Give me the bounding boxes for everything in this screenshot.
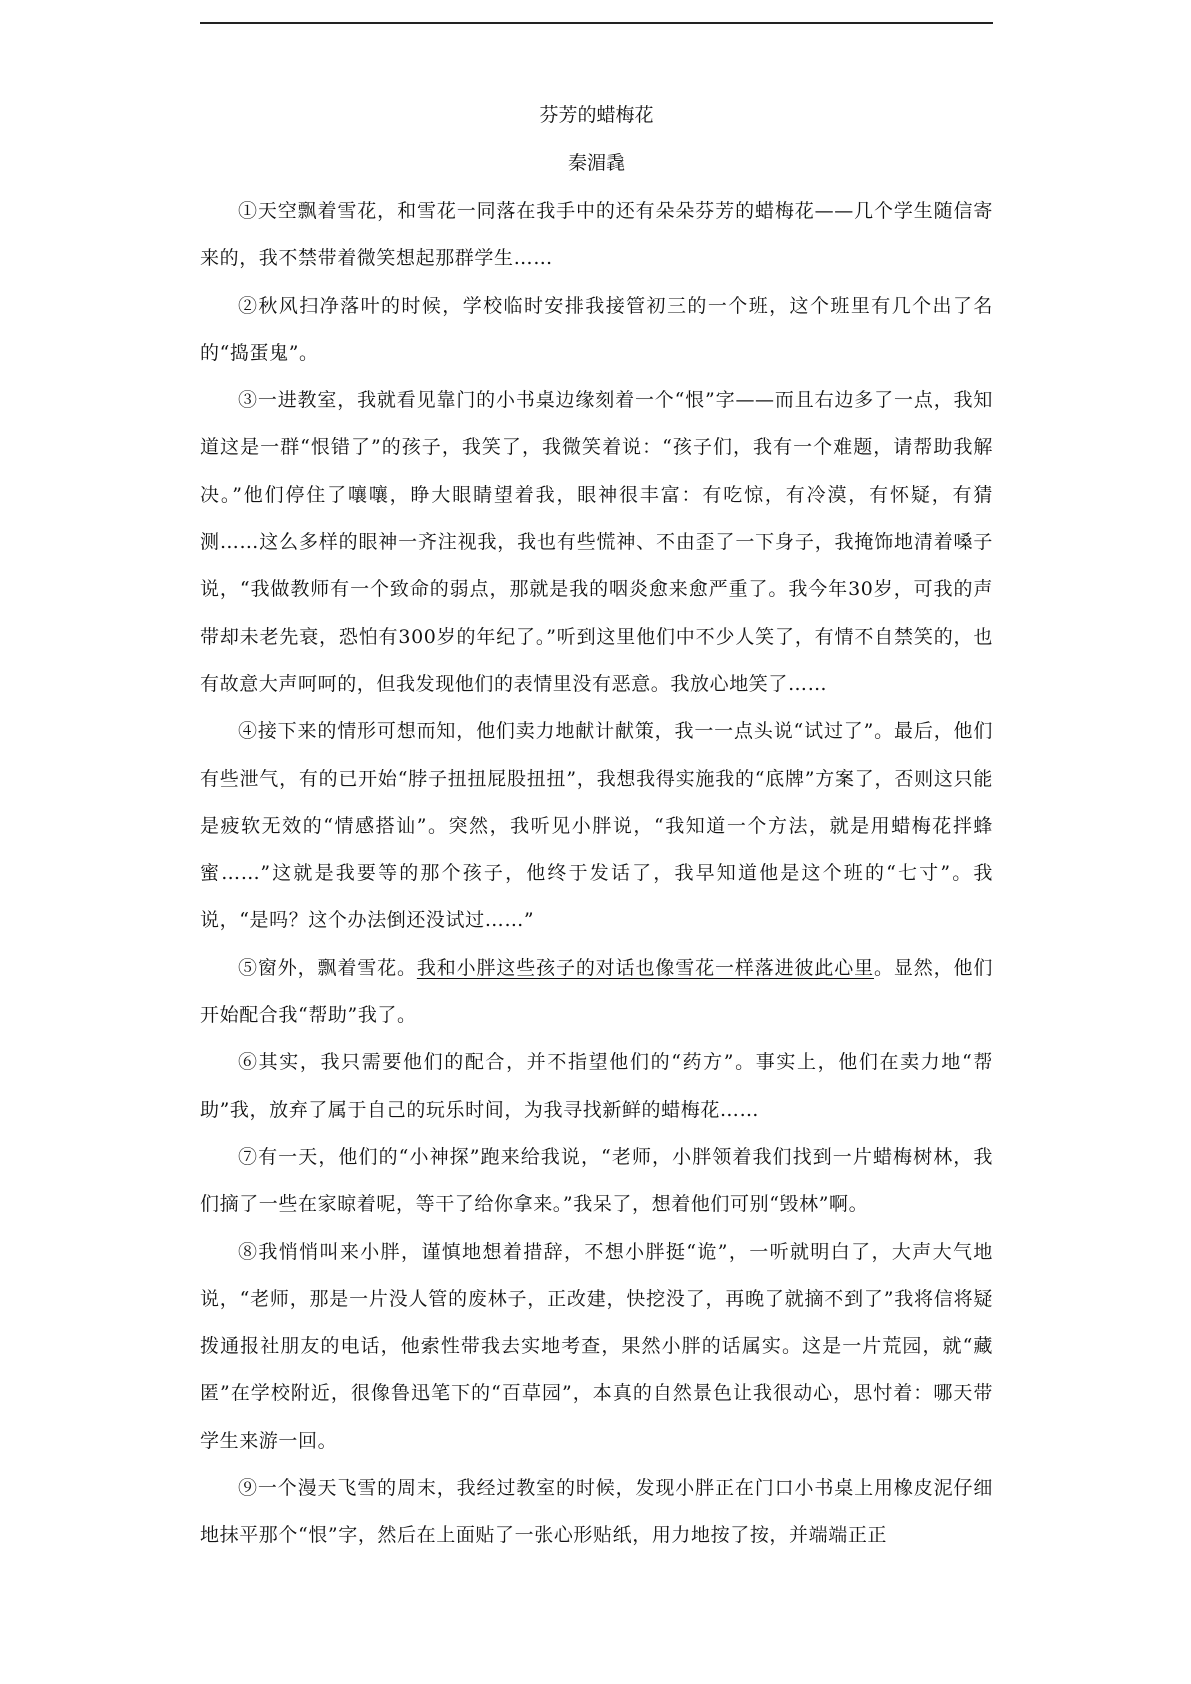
paragraph-3: ③一进教室，我就看见靠门的小书桌边缘刻着一个“恨”字——而且右边多了一点，我知道这是一群“恨错了”的孩子，我笑了，我微笑着说：“孩子们，我有一个难题，请帮助我解决。”他们停住了嚷嚷，睁大眼睛望着我，眼神很丰富：有吃惊，有冷漠，有怀疑，有猜测……这么多样的眼神一齐注视我，我也有些慌神、不由歪了一下身子，我掩饰地清着嗓子说，“我做教师有一个致命的弱点，那就是我的咽炎愈来愈严重了。我今年30岁，可我的声带却未老先衰，恐怕有300岁的年纪了。”听到这里他们中不少人笑了，有情不自禁笑的，也有故意大声呵呵的，但我发现他们的表情里没有恶意。我放心地笑了……: [200, 389, 993, 695]
paragraph-8: ⑧我悄悄叫来小胖，谨慎地想着措辞，不想小胖挺“诡”，一听就明白了，大声大气地说，“老师，那是一片没人管的废林子，正改建，快挖没了，再晚了就摘不到了”我将信将疑拨通报社朋友的电话，他索性带我去实地考查，果然小胖的话属实。这是一片荒园，就“藏匿”在学校附近，很像鲁迅笔下的“百草园”，本真的自然景色让我很动心，思忖着：哪天带学生来游一回。: [200, 1240, 993, 1452]
paragraph-1: ①天空飘着雪花，和雪花一同落在我手中的还有朵朵芬芳的蜡梅花——几个学生随信寄来的，我不禁带着微笑想起那群学生……: [200, 200, 993, 270]
paragraph-5-after: 。显然，他们开始配合我“帮助”我了。: [200, 956, 993, 1027]
paragraph-5-before: ⑤窗外，飘着雪花。: [238, 956, 417, 979]
document-author: 秦湄毳: [567, 152, 625, 174]
document-title: 芬芳的蜡梅花: [539, 104, 654, 126]
paragraph-6: ⑥其实，我只需要他们的配合，并不指望他们的“药方”。事实上，他们在卖力地“帮助”我，放弃了属于自己的玩乐时间，为我寻找新鲜的蜡梅花……: [200, 1051, 993, 1121]
document-body: [200, 100, 993, 1560]
paragraph-9: ⑨一个漫天飞雪的周末，我经过教室的时候，发现小胖正在门口小书桌上用橡皮泥仔细地抹平那个“恨”字，然后在上面贴了一张心形贴纸，用力地按了按，并端端正正: [200, 1477, 993, 1547]
paragraph-5: [200, 945, 993, 1040]
paragraph-2: ②秋风扫净落叶的时候，学校临时安排我接管初三的一个班，这个班里有几个出了名的“捣蛋鬼”。: [200, 294, 993, 364]
paragraph-4: ④接下来的情形可想而知，他们卖力地献计献策，我一一点头说“试过了”。最后，他们有些泄气，有的已开始“脖子扭扭屁股扭扭”，我想我得实施我的“底牌”方案了，否则这只能是疲软无效的“情感搭讪”。突然，我听见小胖说，“我知道一个方法，就是用蜡梅花拌蜂蜜……”这就是我要等的那个孩子，他终于发话了，我早知道他是这个班的“七寸”。我说，“是吗？这个办法倒还没试过……”: [200, 720, 993, 932]
paragraph-7: ⑦有一天，他们的“小神探”跑来给我说，“老师，小胖领着我们找到一片蜡梅树林，我们摘了一些在家晾着呢，等干了给你拿来。”我呆了，想着他们可别“毁林”啊。: [200, 1145, 993, 1216]
paragraph-5-underlined-sentence: 我和小胖这些孩子的对话也像雪花一样落进彼此心里: [416, 956, 874, 979]
header-rule: [200, 22, 993, 24]
